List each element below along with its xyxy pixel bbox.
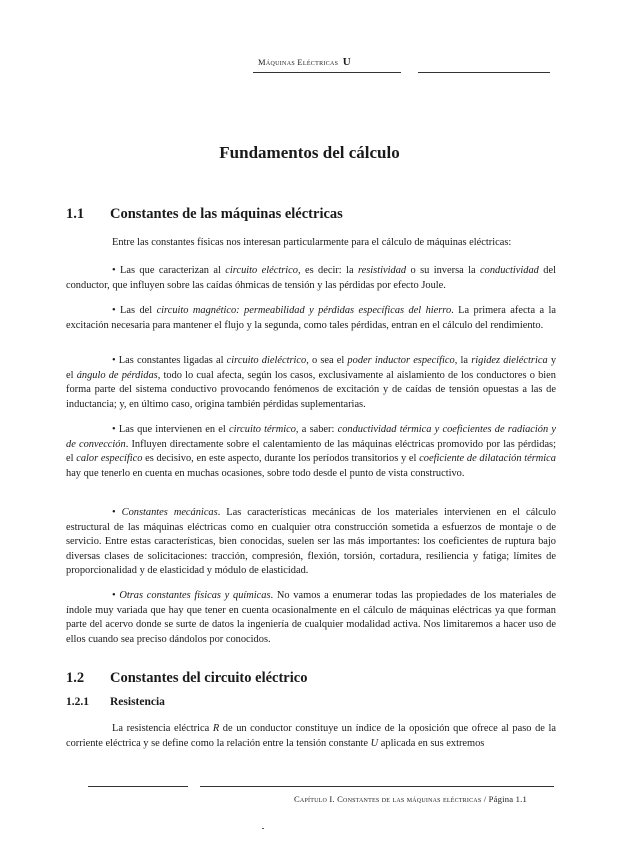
running-title: Máquinas Eléctricas <box>258 57 339 67</box>
footer-chapter: Capítulo I. Constantes de las máquinas eléctricas <box>294 794 482 804</box>
page-footer <box>294 794 527 804</box>
paragraph-other-constants: • Otras constantes físicas y químicas. No vamos a enumerar todas las propiedades de los materiales de índole muy variada que hay que tener en cuenta ocasionalmente en el cálculo de máquinas eléctricas ya que forman parte del acervo donde se surte de datos la ingeniería de cualquier modalidad activa. Nos limitaremos a hacer uso de ellos cuando sea preciso dándolos por conocidos. <box>66 590 556 645</box>
paragraph-electric-circuit: • Las que caracterizan al circuito eléctrico, es decir: la resistividad o su inversa la conductividad del conductor, que influyen sobre las caídas óhmicas de tensión y las pérdidas por efecto Joule. <box>66 265 556 291</box>
footer-rule-left <box>88 786 188 787</box>
paragraph-intro: Entre las constantes físicas nos interesan particularmente para el cálculo de máquinas eléctricas: <box>112 237 512 248</box>
subsection-number: 1.2.1 <box>66 696 89 708</box>
paragraph-mechanical-constants: • Constantes mecánicas. Las características mecánicas de los materiales intervienen en el cálculo estructural de las máquinas eléctricas como en cualquier otra construcción sometida a esfuerzos de montaje o de servicio. Entre estas características, bien conocidas, suelen ser las más importantes: los coeficientes de ruptura bajo diversas clases de solicitaciones: tracción, compresión, flexión, torsión, cortadura, resiliencia y fatiga; límites de proporcionalidad y de elasticidad y módulo de elasticidad. <box>66 507 556 577</box>
section-heading-1-2 <box>66 670 307 687</box>
scan-speck <box>262 828 264 829</box>
paragraph-dielectric-circuit: • Las constantes ligadas al circuito dieléctrico, o sea el poder inductor específico, la rigidez dieléctrica y el ángulo de pérdidas, todo lo cual afecta, según los casos, exclusivamente al aislamiento de los conductores o bien forma parte del sistema conductivo provocando fenómenos de excitación y de caídas de tensión opuestas a las de inductancia; y, en último caso, origina también pérdidas suplementarias. <box>66 355 557 410</box>
section-number: 1.2 <box>66 670 85 686</box>
subsection-heading-1-2-1 <box>66 696 165 708</box>
section-number: 1.1 <box>66 206 85 222</box>
header-rule-right <box>418 72 550 73</box>
header-rule-left <box>253 72 401 73</box>
paragraph-resistance: La resistencia eléctrica R de un conductor constituye un índice de la oposición que ofrece al paso de la corriente eléctrica y se define como la relación entre la tensión constante U aplicada en sus extremos <box>66 723 556 749</box>
footer-page: / Página 1.1 <box>483 794 527 804</box>
paragraph-thermal-circuit: • Las que intervienen en el circuito térmico, a saber: conductividad térmica y coeficientes de radiación y de convección. Influyen directamente sobre el calentamiento de las máquinas eléctricas promovido por las pérdidas; el calor específico es decisivo, en este aspecto, durante los períodos transitorios y el coeficiente de dilatación térmica hay que tenerlo en cuenta en muchas ocasiones, sobre todo desde el punto de vista constructivo. <box>66 424 557 479</box>
section-title: Constantes de las máquinas eléctricas <box>110 206 343 222</box>
subsection-title: Resistencia <box>110 696 165 708</box>
section-title: Constantes del circuito eléctrico <box>110 670 308 686</box>
paragraph-magnetic-circuit: • Las del circuito magnético: permeabilidad y pérdidas específicas del hierro. La primera afecta a la excitación necesaria para mantener el flujo y la segunda, como tales pérdidas, entran en el cálculo del rendimiento. <box>66 305 556 331</box>
section-heading-1-1 <box>66 206 343 223</box>
chapter-title: Fundamentos del cálculo <box>219 143 400 162</box>
footer-rule-right <box>200 786 554 787</box>
running-header <box>258 56 351 68</box>
header-mark: U <box>342 56 351 68</box>
